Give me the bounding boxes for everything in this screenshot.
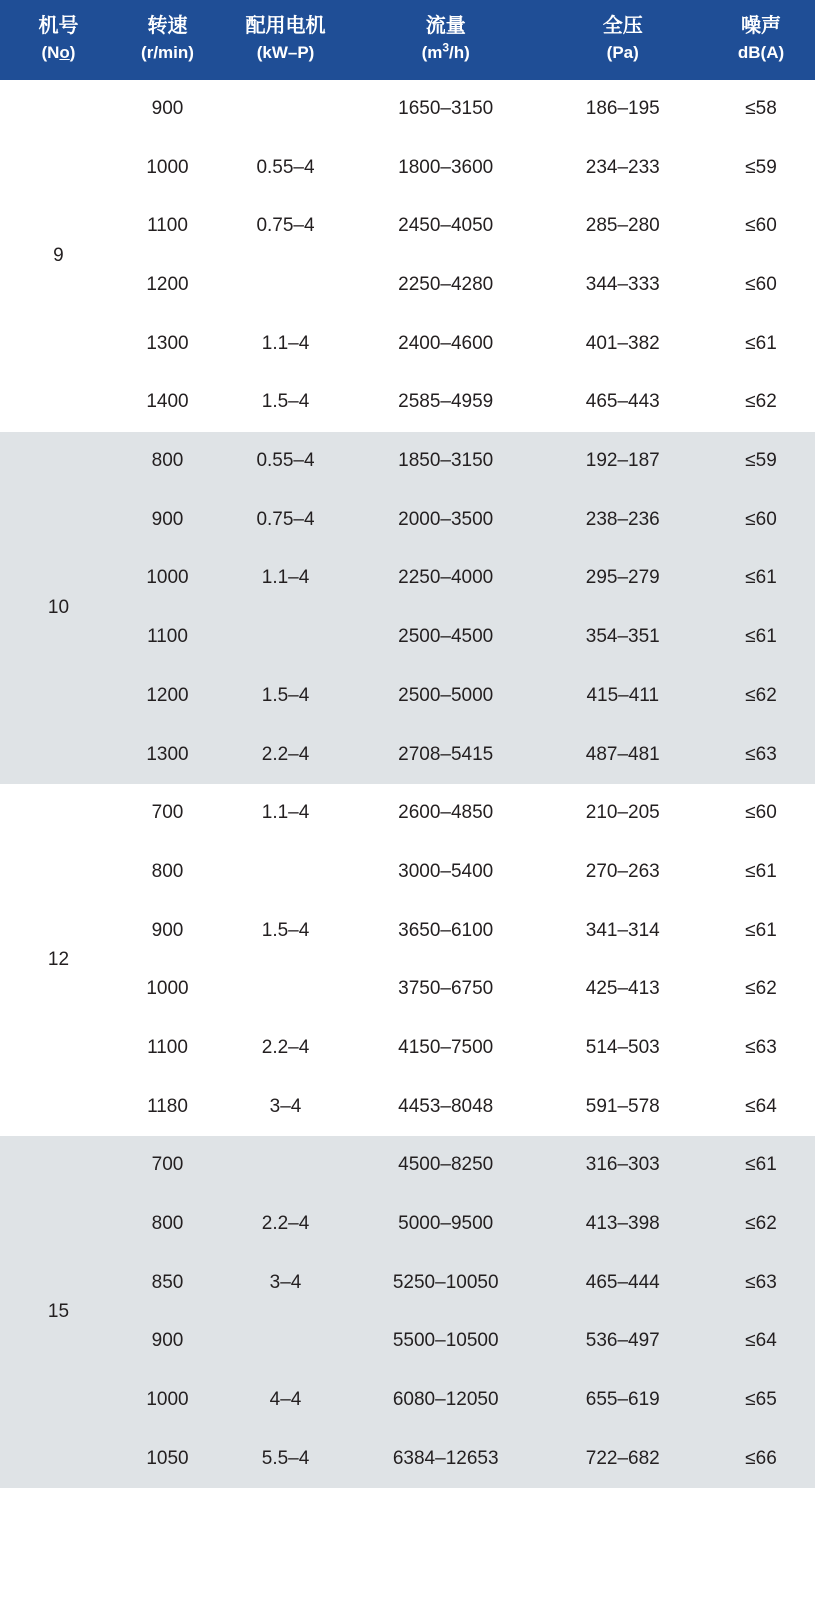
header-noise-title: 噪声 <box>741 15 782 37</box>
cell-pressure: 514–503 <box>538 1019 707 1078</box>
cell-machine-no: 15 <box>0 1136 117 1488</box>
header-no-title: 机号 <box>38 15 79 37</box>
cell-pressure: 536–497 <box>538 1312 707 1371</box>
cell-pressure: 238–236 <box>538 490 707 549</box>
cell-flow: 4453–8048 <box>353 1077 538 1136</box>
table-row <box>0 1253 815 1312</box>
cell-motor: 1.1–4 <box>218 784 353 843</box>
header-flow-unit: $(m^3/h)$ <box>421 40 470 62</box>
cell-noise: ≤58 <box>707 80 815 139</box>
cell-pressure: 341–314 <box>538 901 707 960</box>
table-row <box>0 432 815 491</box>
header-pressure-title: 全压 <box>602 15 643 37</box>
cell-pressure: 655–619 <box>538 1371 707 1430</box>
cell-rpm: 900 <box>117 80 218 139</box>
table-row <box>0 1019 815 1078</box>
cell-pressure: 401–382 <box>538 314 707 373</box>
cell-pressure: 186–195 <box>538 80 707 139</box>
cell-flow: 2400–4600 <box>353 314 538 373</box>
cell-pressure: 722–682 <box>538 1429 707 1488</box>
cell-pressure: 487–481 <box>538 725 707 784</box>
cell-flow: 2500–5000 <box>353 667 538 726</box>
table-row <box>0 490 815 549</box>
cell-flow: 2600–4850 <box>353 784 538 843</box>
cell-noise: ≤63 <box>707 725 815 784</box>
cell-rpm: 800 <box>117 1195 218 1254</box>
cell-noise: ≤61 <box>707 901 815 960</box>
cell-rpm: 1100 <box>117 197 218 256</box>
header-flow-title: 流量 <box>425 15 466 37</box>
cell-rpm: 1050 <box>117 1429 218 1488</box>
header-pressure-unit: (Pa) <box>606 43 639 62</box>
cell-noise: ≤61 <box>707 843 815 902</box>
header-motor-unit: (kW–P) <box>256 43 315 62</box>
table-row <box>0 138 815 197</box>
table-row <box>0 901 815 960</box>
cell-rpm: 800 <box>117 843 218 902</box>
table-row <box>0 256 815 315</box>
header-cell-no <box>0 0 117 80</box>
table-row <box>0 1136 815 1195</box>
header-motor-title: 配用电机 <box>245 15 326 37</box>
cell-motor: 4–4 <box>218 1371 353 1430</box>
cell-motor: 1.5–4 <box>218 667 353 726</box>
cell-motor: 1.5–4 <box>218 373 353 432</box>
cell-flow: 3750–6750 <box>353 960 538 1019</box>
cell-pressure: 210–205 <box>538 784 707 843</box>
cell-noise: ≤59 <box>707 138 815 197</box>
cell-noise: ≤65 <box>707 1371 815 1430</box>
cell-noise: ≤60 <box>707 784 815 843</box>
table-row <box>0 667 815 726</box>
cell-noise: ≤64 <box>707 1312 815 1371</box>
cell-flow: 2250–4280 <box>353 256 538 315</box>
cell-rpm: 1000 <box>117 1371 218 1430</box>
cell-rpm: 850 <box>117 1253 218 1312</box>
cell-pressure: 234–233 <box>538 138 707 197</box>
cell-rpm: 1400 <box>117 373 218 432</box>
cell-motor <box>218 608 353 667</box>
cell-motor <box>218 1136 353 1195</box>
cell-noise: ≤63 <box>707 1253 815 1312</box>
cell-pressure: 465–444 <box>538 1253 707 1312</box>
cell-motor: 2.2–4 <box>218 725 353 784</box>
cell-motor: 3–4 <box>218 1077 353 1136</box>
header-noise-unit: dB(A) <box>737 43 785 62</box>
table-row <box>0 1077 815 1136</box>
cell-rpm: 1000 <box>117 138 218 197</box>
table-row <box>0 80 815 139</box>
cell-pressure: 270–263 <box>538 843 707 902</box>
cell-rpm: 900 <box>117 1312 218 1371</box>
table-row <box>0 373 815 432</box>
cell-rpm: 1180 <box>117 1077 218 1136</box>
cell-noise: ≤62 <box>707 1195 815 1254</box>
cell-flow: 2708–5415 <box>353 725 538 784</box>
cell-flow: 6080–12050 <box>353 1371 538 1430</box>
cell-noise: ≤66 <box>707 1429 815 1488</box>
cell-machine-no: 10 <box>0 432 117 784</box>
cell-noise: ≤60 <box>707 256 815 315</box>
cell-motor: 2.2–4 <box>218 1195 353 1254</box>
cell-motor: 0.75–4 <box>218 197 353 256</box>
cell-motor: 0.75–4 <box>218 490 353 549</box>
cell-rpm: 1200 <box>117 256 218 315</box>
cell-pressure: 413–398 <box>538 1195 707 1254</box>
cell-motor: 5.5–4 <box>218 1429 353 1488</box>
table-row <box>0 960 815 1019</box>
cell-pressure: 344–333 <box>538 256 707 315</box>
header-rpm-unit: (r/min) <box>141 43 194 62</box>
cell-noise: ≤61 <box>707 608 815 667</box>
cell-flow: 5000–9500 <box>353 1195 538 1254</box>
cell-rpm: 800 <box>117 432 218 491</box>
table-row <box>0 1371 815 1430</box>
cell-flow: 1850–3150 <box>353 432 538 491</box>
cell-motor <box>218 960 353 1019</box>
cell-motor: 1.1–4 <box>218 549 353 608</box>
header-cell-noise <box>707 0 815 80</box>
cell-pressure: 192–187 <box>538 432 707 491</box>
cell-rpm: 700 <box>117 784 218 843</box>
cell-motor: 1.1–4 <box>218 314 353 373</box>
cell-flow: 2500–4500 <box>353 608 538 667</box>
cell-pressure: 415–411 <box>538 667 707 726</box>
cell-motor: 2.2–4 <box>218 1019 353 1078</box>
cell-motor: 3–4 <box>218 1253 353 1312</box>
header-rpm-title: 转速 <box>147 15 188 37</box>
table-row <box>0 725 815 784</box>
cell-noise: ≤61 <box>707 1136 815 1195</box>
table-body <box>0 80 815 1489</box>
cell-flow: 3000–5400 <box>353 843 538 902</box>
cell-noise: ≤62 <box>707 373 815 432</box>
cell-flow: 4150–7500 <box>353 1019 538 1078</box>
cell-noise: ≤62 <box>707 667 815 726</box>
cell-flow: 4500–8250 <box>353 1136 538 1195</box>
cell-noise: ≤59 <box>707 432 815 491</box>
cell-motor <box>218 1312 353 1371</box>
cell-flow: 2585–4959 <box>353 373 538 432</box>
cell-noise: ≤62 <box>707 960 815 1019</box>
cell-machine-no: 12 <box>0 784 117 1136</box>
header-cell-flow <box>353 0 538 80</box>
cell-noise: ≤63 <box>707 1019 815 1078</box>
cell-pressure: 354–351 <box>538 608 707 667</box>
cell-flow: 3650–6100 <box>353 901 538 960</box>
table-row <box>0 608 815 667</box>
cell-flow: 1650–3150 <box>353 80 538 139</box>
cell-flow: 2450–4050 <box>353 197 538 256</box>
table-row <box>0 1312 815 1371</box>
cell-rpm: 1300 <box>117 725 218 784</box>
cell-noise: ≤60 <box>707 197 815 256</box>
cell-pressure: 465–443 <box>538 373 707 432</box>
cell-motor <box>218 80 353 139</box>
cell-noise: ≤61 <box>707 314 815 373</box>
cell-machine-no: 9 <box>0 80 117 432</box>
cell-pressure: 316–303 <box>538 1136 707 1195</box>
table-row <box>0 197 815 256</box>
cell-flow: 5500–10500 <box>353 1312 538 1371</box>
cell-noise: ≤64 <box>707 1077 815 1136</box>
table-row <box>0 1429 815 1488</box>
table-row <box>0 843 815 902</box>
header-cell-motor <box>218 0 353 80</box>
cell-flow: 1800–3600 <box>353 138 538 197</box>
table-row <box>0 784 815 843</box>
cell-rpm: 1200 <box>117 667 218 726</box>
table-header <box>0 0 815 80</box>
cell-motor <box>218 843 353 902</box>
header-cell-rpm <box>117 0 218 80</box>
cell-flow: 6384–12653 <box>353 1429 538 1488</box>
cell-pressure: 425–413 <box>538 960 707 1019</box>
cell-noise: ≤61 <box>707 549 815 608</box>
header-cell-pressure <box>538 0 707 80</box>
table-row <box>0 1195 815 1254</box>
cell-pressure: 591–578 <box>538 1077 707 1136</box>
header-no-unit: (No) <box>41 43 76 62</box>
cell-rpm: 1100 <box>117 1019 218 1078</box>
cell-rpm: 1100 <box>117 608 218 667</box>
cell-rpm: 1300 <box>117 314 218 373</box>
cell-flow: 2250–4000 <box>353 549 538 608</box>
cell-motor: 1.5–4 <box>218 901 353 960</box>
header-row <box>0 0 815 80</box>
cell-noise: ≤60 <box>707 490 815 549</box>
cell-flow: 2000–3500 <box>353 490 538 549</box>
cell-rpm: 1000 <box>117 960 218 1019</box>
cell-pressure: 285–280 <box>538 197 707 256</box>
cell-motor <box>218 256 353 315</box>
cell-rpm: 700 <box>117 1136 218 1195</box>
cell-rpm: 900 <box>117 901 218 960</box>
cell-pressure: 295–279 <box>538 549 707 608</box>
cell-flow: 5250–10050 <box>353 1253 538 1312</box>
table-row <box>0 314 815 373</box>
cell-rpm: 1000 <box>117 549 218 608</box>
cell-motor: 0.55–4 <box>218 138 353 197</box>
cell-rpm: 900 <box>117 490 218 549</box>
cell-motor: 0.55–4 <box>218 432 353 491</box>
table-row <box>0 549 815 608</box>
